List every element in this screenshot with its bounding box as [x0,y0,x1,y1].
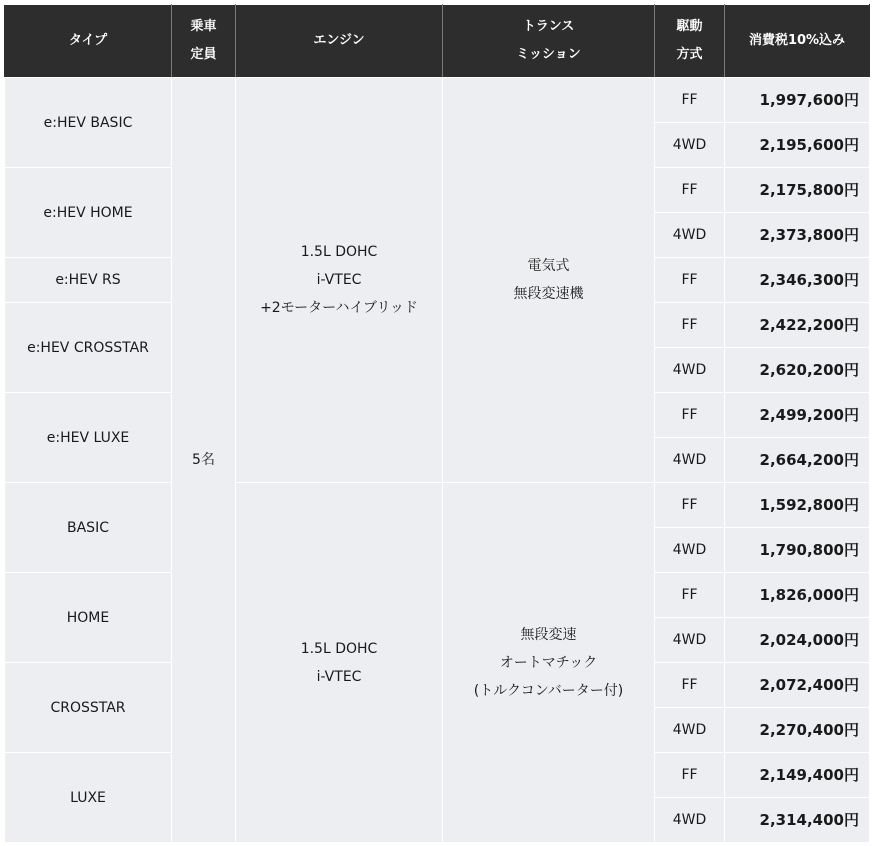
price-cell: 1,592,800円 [725,483,870,528]
drive-cell: FF [655,303,725,348]
price-cell: 2,024,000円 [725,618,870,663]
price-cell: 2,620,200円 [725,348,870,393]
price-cell: 2,175,800円 [725,168,870,213]
header-engine: エンジン [236,5,443,78]
price-cell: 2,346,300円 [725,258,870,303]
price-table [4,4,870,843]
drive-cell: FF [655,663,725,708]
header-row [5,5,870,78]
drive-cell: FF [655,483,725,528]
engine-gas-cell: 1.5L DOHC i-VTEC [236,483,443,843]
seats-cell: 5名 [172,78,236,843]
drive-cell: FF [655,168,725,213]
price-cell: 1,790,800円 [725,528,870,573]
price-cell: 2,314,400円 [725,798,870,843]
drive-cell: 4WD [655,618,725,663]
drive-cell: FF [655,573,725,618]
drive-cell: 4WD [655,123,725,168]
drive-cell: 4WD [655,213,725,258]
price-cell: 1,826,000円 [725,573,870,618]
price-cell: 2,149,400円 [725,753,870,798]
header-drive: 駆動 方式 [655,5,725,78]
header-type: タイプ [5,5,172,78]
drive-cell: FF [655,393,725,438]
drive-cell: FF [655,258,725,303]
drive-cell: 4WD [655,708,725,753]
drive-cell: FF [655,753,725,798]
price-cell: 2,422,200円 [725,303,870,348]
type-cell: e:HEV CROSSTAR [5,303,172,393]
type-cell: e:HEV RS [5,258,172,303]
header-seats: 乗車 定員 [172,5,236,78]
price-cell: 2,072,400円 [725,663,870,708]
drive-cell: 4WD [655,528,725,573]
type-cell: e:HEV HOME [5,168,172,258]
price-cell: 2,664,200円 [725,438,870,483]
transmission-gas-cell: 無段変速 オートマチック (トルクコンバーター付) [443,483,655,843]
price-table-container [4,4,869,843]
type-cell: HOME [5,573,172,663]
type-cell: BASIC [5,483,172,573]
price-cell: 1,997,600円 [725,78,870,123]
table-row [5,483,870,528]
header-price: 消費税10%込み [725,5,870,78]
type-cell: e:HEV BASIC [5,78,172,168]
engine-hybrid-cell: 1.5L DOHC i-VTEC +2モーターハイブリッド [236,78,443,483]
price-cell: 2,195,600円 [725,123,870,168]
transmission-hybrid-cell: 電気式 無段変速機 [443,78,655,483]
price-cell: 2,373,800円 [725,213,870,258]
drive-cell: 4WD [655,348,725,393]
table-row [5,78,870,123]
header-transmission: トランス ミッション [443,5,655,78]
drive-cell: FF [655,78,725,123]
type-cell: CROSSTAR [5,663,172,753]
drive-cell: 4WD [655,798,725,843]
price-cell: 2,270,400円 [725,708,870,753]
type-cell: e:HEV LUXE [5,393,172,483]
price-cell: 2,499,200円 [725,393,870,438]
type-cell: LUXE [5,753,172,843]
drive-cell: 4WD [655,438,725,483]
